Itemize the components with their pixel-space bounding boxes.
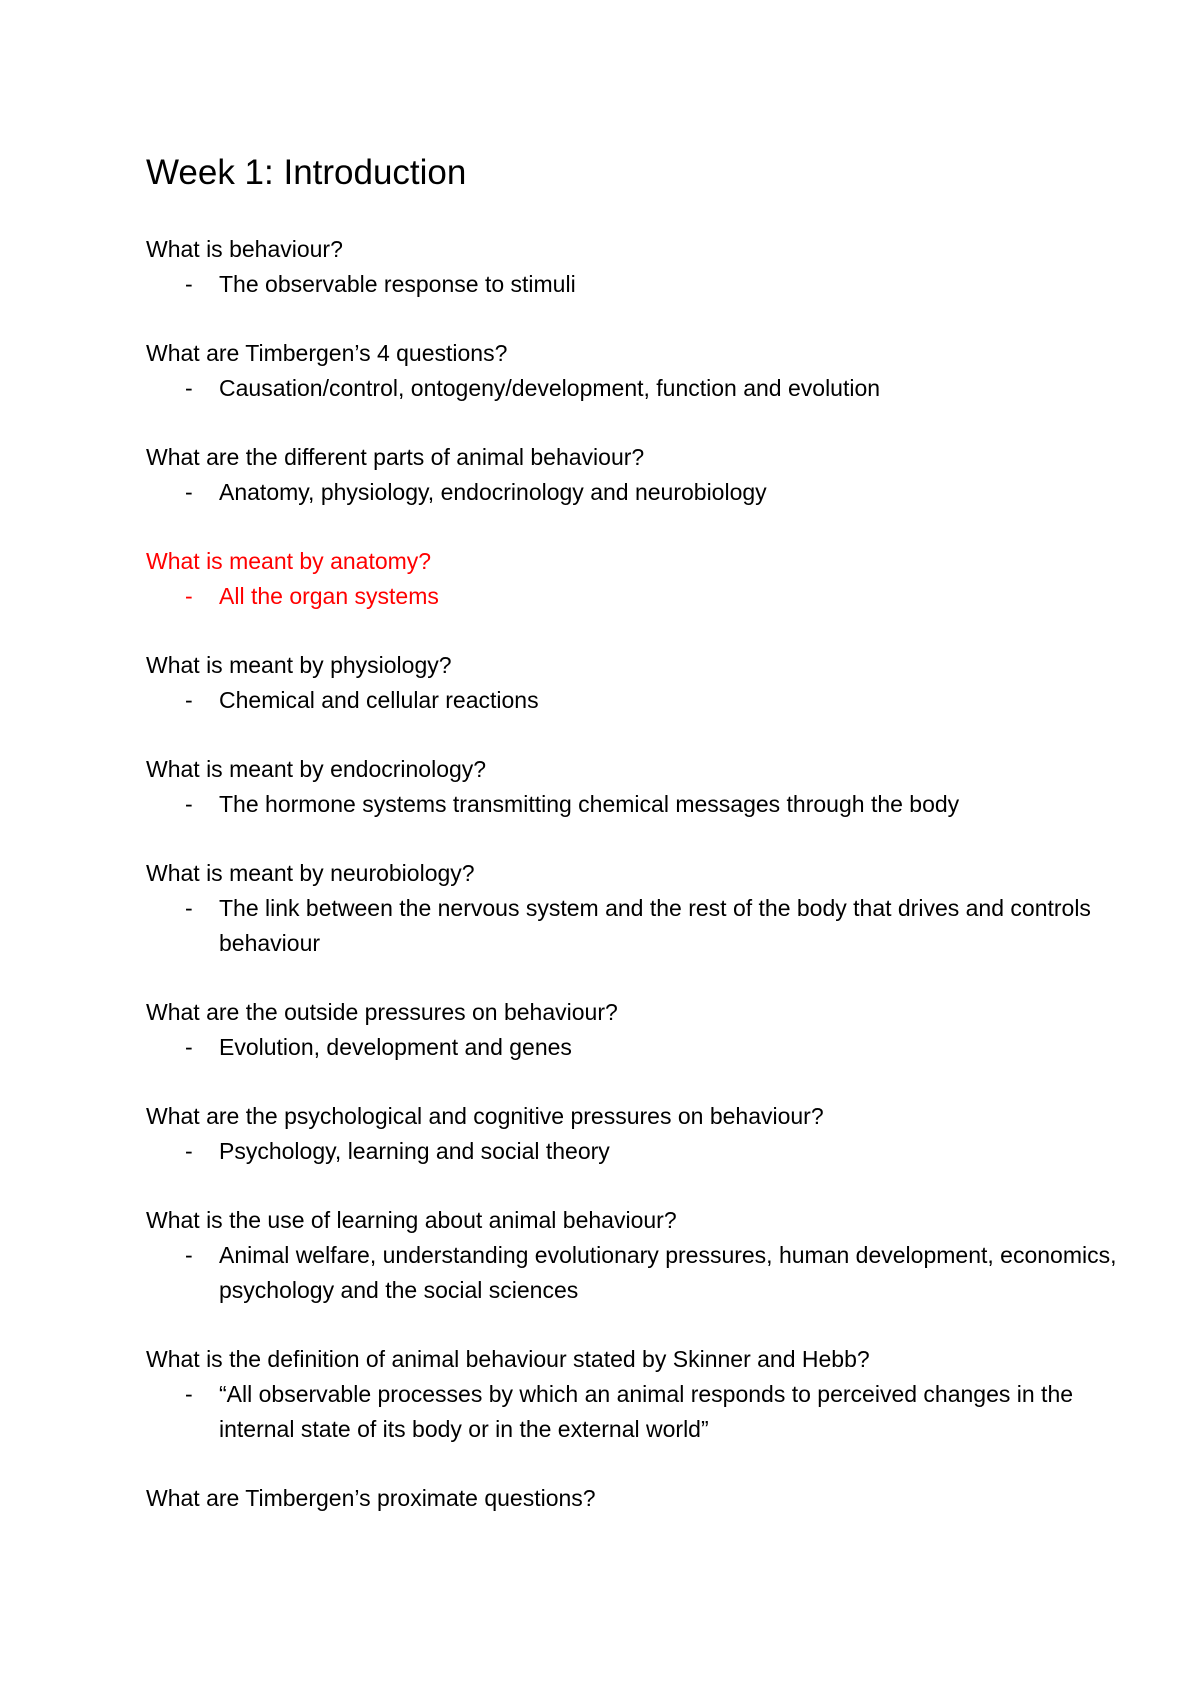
answer-text: “All observable processes by which an animal responds to perceived changes in the internal state of its body or in the external world”	[219, 1381, 1074, 1442]
answer-list	[146, 787, 1146, 822]
answer-text: The link between the nervous system and the rest of the body that drives and controls behaviour	[219, 895, 1091, 956]
answer-list	[146, 475, 1146, 510]
bullet-dash: -	[185, 583, 193, 609]
answer-item	[146, 891, 1146, 961]
answer-item	[146, 371, 1146, 406]
qa-item-highlighted	[146, 544, 1146, 614]
answer-list	[146, 371, 1146, 406]
answer-text: Animal welfare, understanding evolutionary pressures, human development, economics, psychology and the social sciences	[219, 1242, 1117, 1303]
answer-text: Evolution, development and genes	[219, 1034, 572, 1060]
answer-text: Anatomy, physiology, endocrinology and neurobiology	[219, 479, 767, 505]
question-text: What is meant by anatomy?	[146, 548, 432, 574]
qa-item	[146, 648, 1146, 718]
question-text: What are Timbergen’s proximate questions?	[146, 1485, 596, 1511]
answer-list	[146, 267, 1146, 302]
qa-item	[146, 1481, 1146, 1516]
answer-item	[146, 1134, 1146, 1169]
question-text: What is meant by physiology?	[146, 652, 452, 678]
qa-item	[146, 440, 1146, 510]
answer-list	[146, 1030, 1146, 1065]
answer-list	[146, 683, 1146, 718]
bullet-dash: -	[185, 791, 193, 817]
bullet-dash: -	[185, 895, 193, 921]
question-text: What are Timbergen’s 4 questions?	[146, 340, 508, 366]
answer-item	[146, 267, 1146, 302]
answer-item	[146, 787, 1146, 822]
answer-item	[146, 1377, 1146, 1447]
answer-item	[146, 579, 1146, 614]
bullet-dash: -	[185, 375, 193, 401]
question-text: What is behaviour?	[146, 236, 343, 262]
qa-item	[146, 232, 1146, 302]
bullet-dash: -	[185, 1138, 193, 1164]
bullet-dash: -	[185, 1034, 193, 1060]
answer-list	[146, 891, 1146, 961]
answer-text: Psychology, learning and social theory	[219, 1138, 610, 1164]
answer-list	[146, 1134, 1146, 1169]
question-text: What are the psychological and cognitive pressures on behaviour?	[146, 1103, 824, 1129]
answer-text: Causation/control, ontogeny/development, function and evolution	[219, 375, 881, 401]
qa-item	[146, 336, 1146, 406]
answer-list	[146, 1238, 1146, 1308]
answer-item	[146, 1238, 1146, 1308]
bullet-dash: -	[185, 271, 193, 297]
qa-item	[146, 1342, 1146, 1447]
bullet-dash: -	[185, 1381, 193, 1407]
bullet-dash: -	[185, 479, 193, 505]
qa-item	[146, 856, 1146, 961]
answer-text: Chemical and cellular reactions	[219, 687, 539, 713]
answer-list	[146, 1377, 1146, 1447]
qa-item	[146, 1099, 1146, 1169]
question-text: What are the different parts of animal behaviour?	[146, 444, 645, 470]
page-title: Week 1: Introduction	[146, 153, 467, 192]
question-text: What is the use of learning about animal behaviour?	[146, 1207, 677, 1233]
bullet-dash: -	[185, 1242, 193, 1268]
bullet-dash: -	[185, 687, 193, 713]
question-text: What is meant by endocrinology?	[146, 756, 487, 782]
qa-item	[146, 752, 1146, 822]
question-text: What is meant by neurobiology?	[146, 860, 475, 886]
answer-item	[146, 1030, 1146, 1065]
answer-text: The hormone systems transmitting chemical messages through the body	[219, 791, 960, 817]
answer-item	[146, 683, 1146, 718]
document-content	[146, 150, 1146, 1550]
question-text: What are the outside pressures on behaviour?	[146, 999, 618, 1025]
answer-text: The observable response to stimuli	[219, 271, 576, 297]
qa-item	[146, 995, 1146, 1065]
answer-list	[146, 579, 1146, 614]
question-text: What is the definition of animal behaviour stated by Skinner and Hebb?	[146, 1346, 870, 1372]
answer-text: All the organ systems	[219, 583, 439, 609]
answer-item	[146, 475, 1146, 510]
qa-item	[146, 1203, 1146, 1308]
